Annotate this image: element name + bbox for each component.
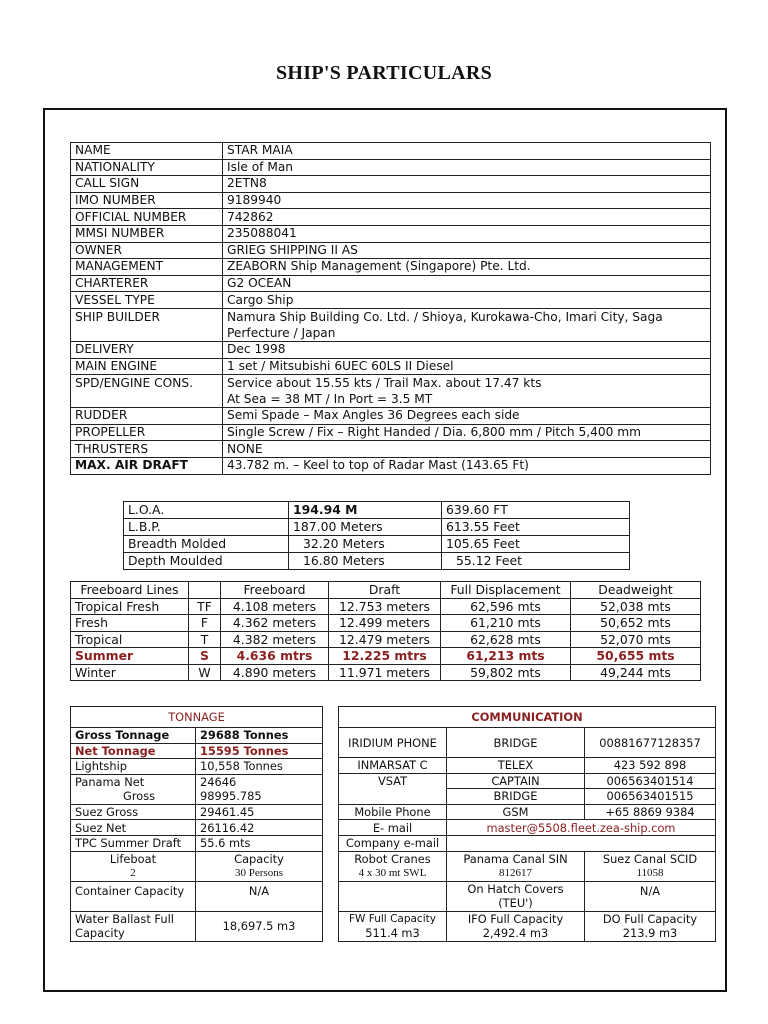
row-label: NAME <box>71 143 223 160</box>
tonnage-header: TONNAGE <box>71 707 323 728</box>
table-row <box>124 502 630 519</box>
communication-header: COMMUNICATION <box>339 707 716 728</box>
dimension-imperial: 55.12 Feet <box>442 553 630 570</box>
table-row <box>71 743 323 759</box>
comm-value <box>447 835 716 851</box>
table-row <box>71 159 711 176</box>
row-label: VESSEL TYPE <box>71 292 223 309</box>
draft-value: 12.499 meters <box>329 615 441 632</box>
row-value: GRIEG SHIPPING II AS <box>223 242 711 259</box>
comm-value: 006563401514 <box>585 773 716 789</box>
table-row <box>124 536 630 553</box>
displacement-value: 62,628 mts <box>441 631 571 648</box>
comm-label: INMARSAT C <box>339 758 447 774</box>
table-row <box>71 881 323 911</box>
freeboard-line: Fresh <box>71 615 189 632</box>
consumption-line: At Sea = 38 MT / In Port = 3.5 MT <box>227 392 433 407</box>
speed-line: Service about 15.55 kts / Trail Max. about 17.47 kts <box>227 376 542 391</box>
communication-table <box>338 706 716 942</box>
general-particulars-table <box>70 142 711 475</box>
row-label: PROPELLER <box>71 424 223 441</box>
dimension-imperial: 639.60 FT <box>442 502 630 519</box>
tonnage-value: 10,558 Tonnes <box>196 759 323 775</box>
tonnage-value: 55.6 mts <box>196 835 323 851</box>
ifo-value: 2,492.4 m3 <box>482 926 549 941</box>
freeboard-line: Tropical <box>71 631 189 648</box>
tonnage-value: 29461.45 <box>196 804 323 820</box>
row-value: Semi Spade – Max Angles 36 Degrees each side <box>223 408 711 425</box>
table-row <box>339 835 716 851</box>
comm-sub-label: GSM <box>447 804 585 820</box>
comm-value: +65 8869 9384 <box>585 804 716 820</box>
table-row <box>71 209 711 226</box>
dimension-metric: 32.20 Meters <box>289 536 442 553</box>
table-row <box>71 259 711 276</box>
comm-label: VSAT <box>339 773 447 804</box>
freeboard-line: Tropical Fresh <box>71 598 189 615</box>
dimension-imperial: 105.65 Feet <box>442 536 630 553</box>
tonnage-label: Lightship <box>71 759 196 775</box>
dimension-imperial: 613.55 Feet <box>442 519 630 536</box>
comm-label: Mobile Phone <box>339 804 447 820</box>
draft-value: 12.753 meters <box>329 598 441 615</box>
dimension-metric: 194.94 M <box>289 502 442 519</box>
table-row <box>71 225 711 242</box>
cranes-value: 4 x 30 mt SWL <box>358 867 427 880</box>
dimension-label: Breadth Molded <box>124 536 289 553</box>
ifo-label: IFO Full Capacity <box>467 912 564 927</box>
table-row <box>71 441 711 458</box>
freeboard-value: 4.108 meters <box>221 598 329 615</box>
row-value: Isle of Man <box>223 159 711 176</box>
freeboard-value: 4.362 meters <box>221 615 329 632</box>
table-row <box>339 804 716 820</box>
table-row <box>71 292 711 309</box>
tonnage-label <box>71 851 196 881</box>
row-value: 2ETN8 <box>223 176 711 193</box>
freeboard-code: TF <box>189 598 221 615</box>
row-label: CHARTERER <box>71 275 223 292</box>
deadweight-value: 50,655 mts <box>571 648 701 665</box>
tonnage-label: Suez Gross <box>71 804 196 820</box>
tonnage-value <box>196 774 323 804</box>
table-row <box>71 835 323 851</box>
tonnage-label: Net Tonnage <box>71 743 196 759</box>
do-label: DO Full Capacity <box>602 912 698 927</box>
suez-scid-value: 11058 <box>636 867 664 880</box>
comm-sub-label: BRIDGE <box>447 789 585 805</box>
dimension-label: Depth Moulded <box>124 553 289 570</box>
row-label: SHIP BUILDER <box>71 308 223 341</box>
table-header-row <box>71 582 701 599</box>
row-value: 9189940 <box>223 192 711 209</box>
freeboard-line: Winter <box>71 664 189 681</box>
table-row <box>71 598 701 615</box>
suez-scid-label: Suez Canal SCID <box>602 852 698 867</box>
displacement-value: 61,210 mts <box>441 615 571 632</box>
row-value: 742862 <box>223 209 711 226</box>
row-label: MAIN ENGINE <box>71 358 223 375</box>
row-value: Namura Ship Building Co. Ltd. / Shioya, Kurokawa-Cho, Imari City, Saga Perfecture / Japan <box>223 308 711 341</box>
fw-label: FW Full Capacity <box>349 913 436 926</box>
freeboard-table <box>70 581 701 681</box>
tonnage-value: N/A <box>196 881 323 911</box>
table-row <box>71 820 323 836</box>
hatch-label: On Hatch Covers (TEU') <box>447 881 585 911</box>
page-title: SHIP'S PARTICULARS <box>275 62 493 84</box>
tonnage-label <box>71 774 196 804</box>
comm-label: Company e-mail <box>339 835 447 851</box>
cranes-label: Robot Cranes <box>354 852 431 867</box>
displacement-value: 62,596 mts <box>441 598 571 615</box>
column-header <box>189 582 221 599</box>
table-row <box>71 774 323 804</box>
table-row <box>71 664 701 681</box>
column-header: Full Displacement <box>441 582 571 599</box>
column-header: Freeboard Lines <box>71 582 189 599</box>
row-label: THRUSTERS <box>71 441 223 458</box>
tonnage-value <box>196 851 323 881</box>
table-row <box>71 408 711 425</box>
comm-sub-label: CAPTAIN <box>447 773 585 789</box>
email-link[interactable]: master@5508.fleet.zea-ship.com <box>447 820 716 836</box>
table-row <box>71 375 711 408</box>
comm-label: E- mail <box>339 820 447 836</box>
tonnage-label: Gross Tonnage <box>71 728 196 744</box>
tonnage-value: 29688 Tonnes <box>196 728 323 744</box>
fw-value: 511.4 m3 <box>365 926 420 941</box>
tonnage-label: Container Capacity <box>71 881 196 911</box>
table-row <box>71 804 323 820</box>
comm-label: IRIDIUM PHONE <box>339 728 447 758</box>
panama-sin-value: 812617 <box>499 867 532 880</box>
dimension-metric: 16.80 Meters <box>289 553 442 570</box>
freeboard-line: Summer <box>71 648 189 665</box>
row-label: RUDDER <box>71 408 223 425</box>
table-row <box>71 759 323 775</box>
freeboard-value: 4.382 meters <box>221 631 329 648</box>
table-row <box>339 758 716 774</box>
table-row <box>71 275 711 292</box>
ifo-cell <box>447 911 585 941</box>
row-value <box>223 375 711 408</box>
tonnage-header-row <box>71 707 323 728</box>
tonnage-value: 26116.42 <box>196 820 323 836</box>
table-row <box>71 911 323 941</box>
panama-gross-value: 98995.785 <box>200 789 262 804</box>
table-row <box>71 631 701 648</box>
comm-value: 00881677128357 <box>585 728 716 758</box>
dimension-label: L.O.A. <box>124 502 289 519</box>
hatch-value: N/A <box>585 881 716 911</box>
table-row <box>71 358 711 375</box>
row-label: NATIONALITY <box>71 159 223 176</box>
table-row <box>71 341 711 358</box>
table-row <box>124 553 630 570</box>
tonnage-value: 15595 Tonnes <box>196 743 323 759</box>
comm-value: 423 592 898 <box>585 758 716 774</box>
tonnage-value: 18,697.5 m3 <box>196 911 323 941</box>
dimension-metric: 187.00 Meters <box>289 519 442 536</box>
comm-sub-label: BRIDGE <box>447 728 585 758</box>
panama-net-value: 24646 <box>200 775 237 790</box>
column-header: Freeboard <box>221 582 329 599</box>
row-label: OFFICIAL NUMBER <box>71 209 223 226</box>
table-row <box>71 143 711 160</box>
communication-header-row <box>339 707 716 728</box>
freeboard-value: 4.890 meters <box>221 664 329 681</box>
row-label: CALL SIGN <box>71 176 223 193</box>
displacement-value: 61,213 mts <box>441 648 571 665</box>
deadweight-value: 49,244 mts <box>571 664 701 681</box>
fw-cell <box>339 911 447 941</box>
table-row <box>339 820 716 836</box>
deadweight-value: 52,070 mts <box>571 631 701 648</box>
comm-sub-label: TELEX <box>447 758 585 774</box>
row-label: DELIVERY <box>71 341 223 358</box>
freeboard-code: T <box>189 631 221 648</box>
column-header: Deadweight <box>571 582 701 599</box>
panama-sin-cell <box>447 851 585 881</box>
row-value: Cargo Ship <box>223 292 711 309</box>
capacity-value: 30 Persons <box>235 867 283 880</box>
deadweight-value: 52,038 mts <box>571 598 701 615</box>
table-row <box>71 728 323 744</box>
table-row <box>71 424 711 441</box>
draft-value: 12.479 meters <box>329 631 441 648</box>
row-value: ZEABORN Ship Management (Singapore) Pte. Ltd. <box>223 259 711 276</box>
row-label: OWNER <box>71 242 223 259</box>
freeboard-code: W <box>189 664 221 681</box>
table-row <box>71 192 711 209</box>
capacity-label: Capacity <box>234 852 284 867</box>
freeboard-code: F <box>189 615 221 632</box>
table-row <box>124 519 630 536</box>
table-row <box>71 176 711 193</box>
lifeboat-label: Lifeboat <box>109 852 157 867</box>
table-row <box>339 881 716 911</box>
panama-sin-label: Panama Canal SIN <box>463 852 568 867</box>
panama-gross-label: Gross <box>123 789 156 804</box>
dimension-label: L.B.P. <box>124 519 289 536</box>
row-value: G2 OCEAN <box>223 275 711 292</box>
table-row <box>339 911 716 941</box>
panama-net-label: Panama Net <box>75 775 145 790</box>
freeboard-code: S <box>189 648 221 665</box>
freeboard-value: 4.636 mtrs <box>221 648 329 665</box>
table-row <box>71 615 701 632</box>
row-value: 235088041 <box>223 225 711 242</box>
deadweight-value: 50,652 mts <box>571 615 701 632</box>
row-label: MAX. AIR DRAFT <box>71 457 223 474</box>
row-value: Dec 1998 <box>223 341 711 358</box>
tonnage-label: Water Ballast Full Capacity <box>71 911 196 941</box>
displacement-value: 59,802 mts <box>441 664 571 681</box>
dimensions-table <box>123 501 630 570</box>
column-header: Draft <box>329 582 441 599</box>
table-row <box>339 851 716 881</box>
table-row <box>339 773 716 789</box>
row-label: MMSI NUMBER <box>71 225 223 242</box>
lifeboat-value: 2 <box>130 867 136 880</box>
draft-value: 12.225 mtrs <box>329 648 441 665</box>
cranes-cell <box>339 851 447 881</box>
comm-empty <box>339 881 447 911</box>
row-label: SPD/ENGINE CONS. <box>71 375 223 408</box>
row-value: STAR MAIA <box>223 143 711 160</box>
table-row <box>71 308 711 341</box>
do-value: 213.9 m3 <box>622 926 678 941</box>
row-value: Single Screw / Fix – Right Handed / Dia. 6,800 mm / Pitch 5,400 mm <box>223 424 711 441</box>
table-row <box>71 457 711 474</box>
table-row <box>339 728 716 758</box>
tonnage-label: TPC Summer Draft <box>71 835 196 851</box>
comm-value: 006563401515 <box>585 789 716 805</box>
tonnage-table <box>70 706 323 942</box>
table-row <box>71 242 711 259</box>
table-row <box>71 648 701 665</box>
table-row <box>71 851 323 881</box>
do-cell <box>585 911 716 941</box>
tonnage-label: Suez Net <box>71 820 196 836</box>
row-value: NONE <box>223 441 711 458</box>
row-label: IMO NUMBER <box>71 192 223 209</box>
row-value: 1 set / Mitsubishi 6UEC 60LS II Diesel <box>223 358 711 375</box>
draft-value: 11.971 meters <box>329 664 441 681</box>
row-value: 43.782 m. – Keel to top of Radar Mast (143.65 Ft) <box>223 457 711 474</box>
row-label: MANAGEMENT <box>71 259 223 276</box>
suez-scid-cell <box>585 851 716 881</box>
